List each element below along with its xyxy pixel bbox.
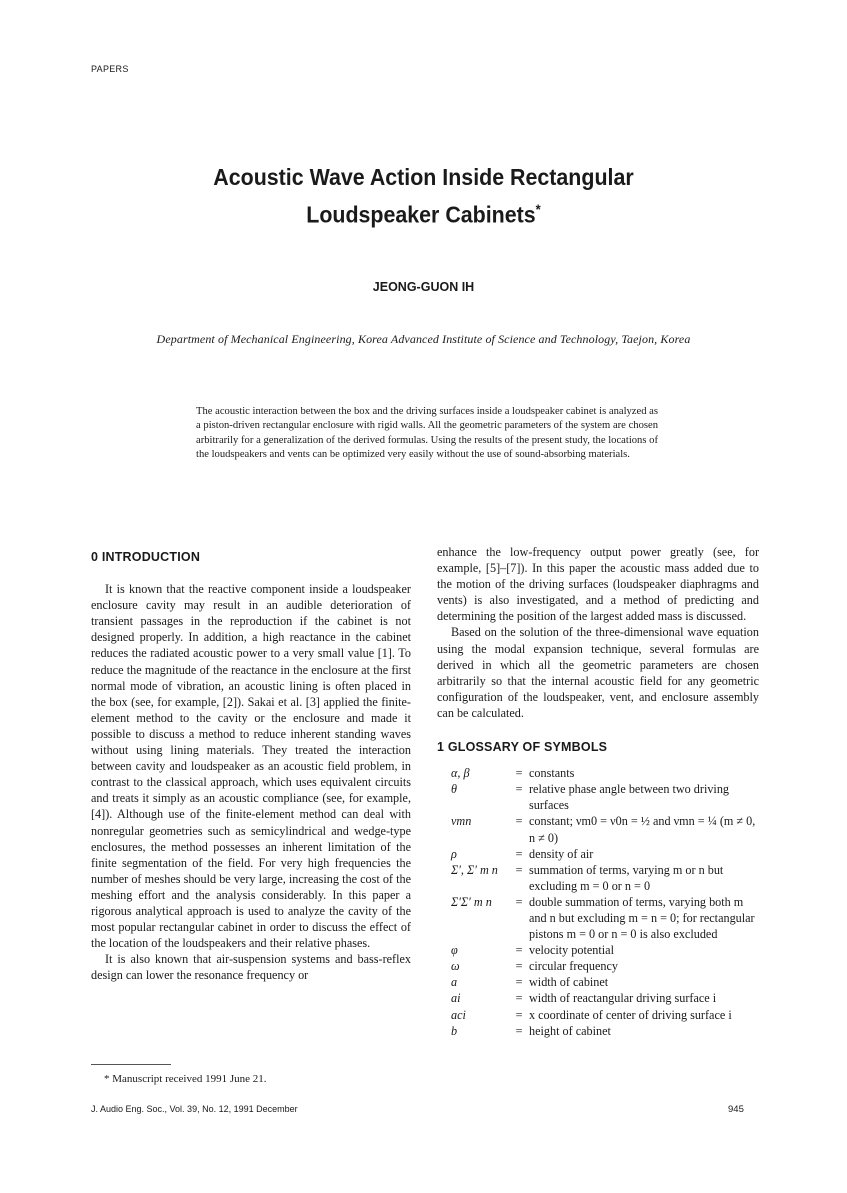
- glossary-definition: width of cabinet: [529, 975, 609, 990]
- glossary-symbol: a: [451, 975, 458, 990]
- glossary-definition: width of reactangular driving surface i: [529, 991, 717, 1006]
- glossary-equals: =: [515, 975, 523, 990]
- intro-paragraph-2: It is also known that air-suspension systems and bass-reflex design can lower the resonance frequency or: [91, 952, 411, 983]
- glossary-equals: =: [515, 1007, 523, 1022]
- glossary-definition: summation of terms, varying m or n but excluding m = 0 or n = 0: [529, 862, 724, 893]
- glossary-row: [451, 1023, 759, 1039]
- glossary-symbol: φ: [451, 943, 458, 958]
- glossary-row: [451, 894, 759, 942]
- right-column: [437, 544, 759, 1039]
- glossary-symbol: θ: [451, 782, 457, 797]
- glossary-equals: =: [515, 943, 523, 958]
- left-column: [91, 544, 411, 983]
- glossary-equals: =: [515, 846, 523, 861]
- footnote: * Manuscript received 1991 June 21.: [104, 1073, 267, 1085]
- glossary-equals: =: [515, 1023, 523, 1038]
- glossary-definition: height of cabinet: [529, 1023, 611, 1038]
- glossary-equals: =: [515, 766, 523, 781]
- glossary-equals: =: [515, 991, 523, 1006]
- glossary-row: [451, 813, 759, 845]
- glossary-symbol: ω: [451, 959, 460, 974]
- glossary-row: [451, 974, 759, 990]
- glossary-symbol: α, β: [451, 766, 470, 781]
- glossary-definition: relative phase angle between two driving surfaces: [529, 782, 730, 813]
- glossary-symbol: Σ′, Σ′ m n: [451, 862, 498, 877]
- glossary-symbol: b: [451, 1023, 458, 1038]
- glossary-symbol: Σ′Σ′ m n: [451, 894, 492, 909]
- intro-paragraph-4: Based on the solution of the three-dimensional wave equation using the modal expansion technique, several formulas are derived in which all the geometric parameters are chosen arbitrarily so that the internal acoustic field for any geometric configuration of the loudspeaker, vent, and enclosure assembly can be calculated.: [437, 625, 759, 720]
- glossary-heading: 1 GLOSSARY OF SYMBOLS: [437, 740, 608, 755]
- journal-citation: J. Audio Eng. Soc., Vol. 39, No. 12, 1991 December: [91, 1104, 298, 1114]
- glossary-equals: =: [515, 894, 523, 909]
- glossary-definition: density of air: [529, 846, 594, 861]
- glossary-definition: velocity potential: [529, 943, 614, 958]
- glossary-row: [451, 781, 759, 813]
- glossary-equals: =: [515, 782, 523, 797]
- glossary-symbol: νmn: [451, 814, 472, 829]
- glossary-list: [451, 765, 759, 1039]
- glossary-definition: constants: [529, 766, 575, 781]
- glossary-symbol: aci: [451, 1007, 466, 1022]
- glossary-symbol: ai: [451, 991, 461, 1006]
- page-number: 945: [728, 1104, 744, 1115]
- glossary-row: [451, 942, 759, 958]
- abstract-text: The acoustic interaction between the box and the driving surfaces inside a loudspeaker cabinet is analyzed as a piston-driven rectangular enclosure with rigid walls. All the geometric parameters of the system are chosen arbitrarily for a generalization of the derived formulas. Using the results of the present study, the locations of the loudspeakers and vents can be optimized very easily without the use of sound-absorbing materials.: [196, 406, 658, 461]
- glossary-symbol: ρ: [451, 846, 457, 861]
- glossary-row: [451, 846, 759, 862]
- glossary-row: [451, 958, 759, 974]
- title-footnote-marker: *: [535, 201, 541, 217]
- glossary-definition: double summation of terms, varying both m and n but excluding m = n = 0; for rectangular pistons m = 0 or n = 0 is also excluded: [529, 894, 755, 942]
- glossary-row: [451, 1007, 759, 1023]
- section-label: PAPERS: [91, 64, 129, 74]
- title-line-2: Loudspeaker Cabinets*: [306, 201, 541, 228]
- glossary-definition: constant; νm0 = ν0n = ½ and νmn = ¼ (m ≠ 0, n ≠ 0): [529, 814, 756, 845]
- intro-paragraph-3: enhance the low-frequency output power greatly (see, for example, [5]–[7]). In this paper the acoustic mass added due to the motion of the driving surfaces (loudspeaker diaphragms and vents) is also investigated, and a method of predicting and determining the position of the largest added mass is discussed.: [437, 545, 759, 624]
- glossary-definition: circular frequency: [529, 959, 618, 974]
- author-affiliation: Department of Mechanical Engineering, Korea Advanced Institute of Science and Technology, Taejon, Korea: [156, 332, 691, 346]
- intro-paragraph-1: It is known that the reactive component inside a loudspeaker enclosure cavity may result in an audible deterioration of transient passages in the reproduction if the cabinet is not designed properly. In addition, a high reactance in the cabinet reduces the radiated acoustic power to a very small value [1]. To reduce the magnitude of the reactance in the enclosure at the first normal mode of vibration, an acoustic lining is often placed in the box (see, for example, [2]). Sakai et al. [3] applied the finite-element method to the cavity or the enclosure and made it possible to discuss a method to reduce inherent standing waves without using lining materials. They treated the interaction between cavity and loudspeaker as an acoustic field problem, in contrast to the classical approach, which uses equivalent circuits and treats it simply as an acoustic compliance (see, for example, [4]). Although use of the finite-element method can deal with nonregular geometries such as semicylindrical and wedge-type enclosures, the method possesses an inherent limitation of the finite segmentation of the field. For very high frequencies the number of meshes should be very large, increasing the cost of the meshing effort and the analysis considerably. In this paper a rigorous analytical approach is used to analyze the cavity of the most popular rectangular cabinet in order to discuss the effect of the location of the loudspeakers and their relative phases.: [91, 582, 411, 951]
- introduction-heading: 0 INTRODUCTION: [91, 550, 201, 564]
- author-name: JEONG-GUON IH: [372, 280, 475, 294]
- glossary-row: [451, 765, 759, 781]
- glossary-row: [451, 990, 759, 1006]
- glossary-row: [451, 862, 759, 894]
- glossary-definition: x coordinate of center of driving surface i: [529, 1007, 732, 1022]
- footnote-rule: [91, 1064, 171, 1065]
- glossary-equals: =: [515, 814, 523, 829]
- abstract: [196, 405, 658, 463]
- glossary-equals: =: [515, 862, 523, 877]
- glossary-equals: =: [515, 959, 523, 974]
- title-line-1: Acoustic Wave Action Inside Rectangular: [213, 164, 634, 190]
- paper-title: [30, 161, 818, 231]
